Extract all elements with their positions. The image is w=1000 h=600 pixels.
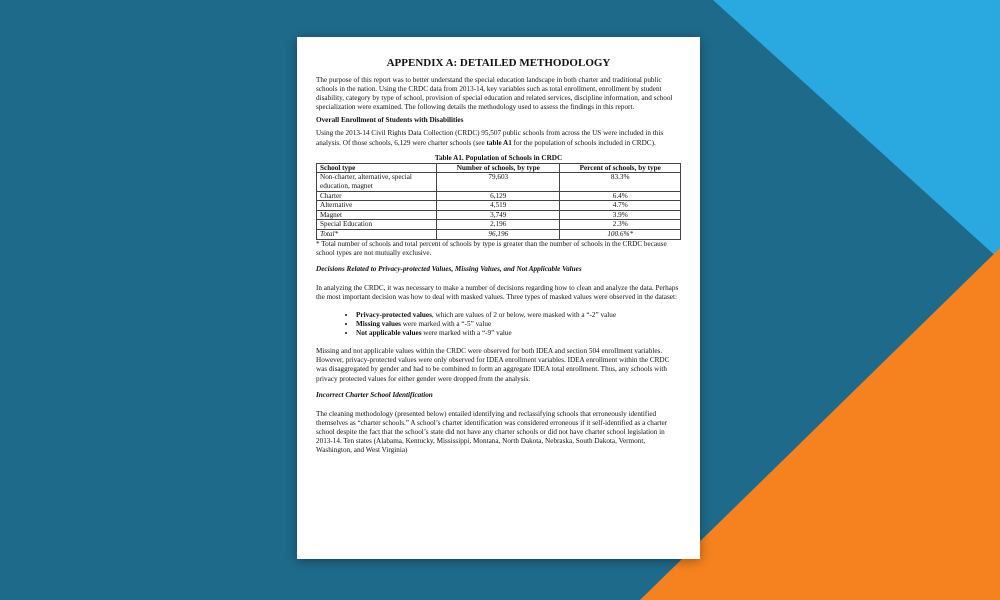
- list-item-text: were marked with a “-9” value: [421, 329, 512, 338]
- table-cell-type: Alternative: [317, 201, 437, 211]
- list-item: [356, 311, 681, 320]
- table-cell-number: 6,129: [437, 191, 560, 201]
- table-caption: Table A1. Population of Schools in CRDC: [434, 153, 563, 162]
- list-item: [356, 329, 681, 338]
- table-cell-percent: 83.3%: [560, 173, 681, 191]
- table-row: [317, 201, 681, 211]
- idea-enrollment-paragraph: Missing and not applicable values within the CRDC were observed for both IDEA and section 504 enrollment variables. However, privacy-protected values were only observed for IDEA enrollment variables. IDEA enrollment within the CRDC was disaggregated by gender and had to be combined to form an aggregate IDEA total enrollment. Thus, any schools with privacy protected values for either gender were dropped from the analysis.: [316, 347, 670, 383]
- intro-paragraph: The purpose of this report was to better understand the special education landscape in both charter and traditional public schools in the nation. Using the CRDC data from 2013-14, key variables such as total enrollment, enrollment by student disability, category by type of school, provision of special education and related services, discipline information, and school specialization were examined. The following details the methodology used to assess the findings in this report.: [316, 76, 673, 112]
- table-reference: table A1: [486, 138, 512, 147]
- table-cell-number: 79,603: [437, 173, 560, 191]
- table-header-school-type: School type: [317, 163, 437, 173]
- table-footnote: * Total number of schools and total percent of schools by type is greater than the number of schools in the CRDC because school types are not mutually exclusive.: [316, 239, 667, 257]
- table-total-percent: 100.6%*: [560, 229, 681, 239]
- section-heading-enrollment: Overall Enrollment of Students with Disabilities: [316, 116, 464, 125]
- table-header-row: [317, 163, 681, 173]
- charter-identification-paragraph: The cleaning methodology (presented below) entailed identifying and reclassifying schools that erroneously identified themselves as “charter schools.” A school’s charter identification was considered erroneous if it self-identified as a charter school despite the fact that the school’s state did not have any charter schools or did not have charter school legislation in 2013-14. Ten states (Alabama, Kentucky, Mississippi, Montana, North Dakota, Nebraska, South Dakota, Vermont, Washington, and West Virginia): [316, 409, 668, 455]
- list-item-bold: Missing values: [356, 320, 401, 329]
- table-cell-number: 4,519: [437, 201, 560, 211]
- list-item-text: were marked with a “-5” value: [400, 320, 492, 329]
- table-cell-type: Non-charter, alternative, special education, magnet: [317, 173, 437, 191]
- table-total-row: [317, 229, 681, 239]
- list-item-bold: Privacy-protected values: [356, 310, 432, 319]
- table-total-number: 96,196: [437, 229, 560, 239]
- masked-values-paragraph: In analyzing the CRDC, it was necessary to make a number of decisions regarding how to clean and analyze the data. Perhaps the most important decision was how to deal with masked values. Three types of masked values were observed in the dataset:: [316, 283, 679, 301]
- list-item: [356, 320, 681, 329]
- table-row: [317, 191, 681, 201]
- table-cell-percent: 6.4%: [560, 191, 681, 201]
- table-cell-number: 3,749: [437, 210, 560, 220]
- table-row: [317, 173, 681, 191]
- document-page: [297, 37, 700, 559]
- schools-table: [316, 163, 681, 240]
- section-heading-charter-identification: Incorrect Charter School Identification: [316, 390, 433, 399]
- enrollment-text-2: for the population of schools included in CRDC).: [511, 138, 656, 147]
- list-item-text: , which are values of 2 or below, were masked with a “-2” value: [431, 310, 617, 319]
- section-heading-masked-values: Decisions Related to Privacy-protected Values, Missing Values, and Not Applicable Values: [316, 264, 582, 273]
- masked-values-list: [316, 311, 681, 338]
- table-total-type: Total*: [317, 229, 437, 239]
- table-header-number: Number of schools, by type: [437, 163, 560, 173]
- table-cell-type: Special Education: [317, 220, 437, 230]
- table-cell-percent: 4.7%: [560, 201, 681, 211]
- table-row: [317, 210, 681, 220]
- enrollment-text-1: Using the 2013-14 Civil Rights Data Collection (CRDC) 95,507 public schools from across the US were included in this analysis. Of those schools, 6,129 were charter schools (see: [316, 129, 664, 147]
- page-title: APPENDIX A: DETAILED METHODOLOGY: [386, 57, 611, 69]
- list-item-bold: Not applicable values: [356, 329, 422, 338]
- table-header-percent: Percent of schools, by type: [560, 163, 681, 173]
- table-cell-percent: 2.3%: [560, 220, 681, 230]
- table-cell-percent: 3.9%: [560, 210, 681, 220]
- table-row: [317, 220, 681, 230]
- table-cell-type: Charter: [317, 191, 437, 201]
- table-cell-type: Magnet: [317, 210, 437, 220]
- enrollment-paragraph: [316, 129, 681, 147]
- table-cell-number: 2,196: [437, 220, 560, 230]
